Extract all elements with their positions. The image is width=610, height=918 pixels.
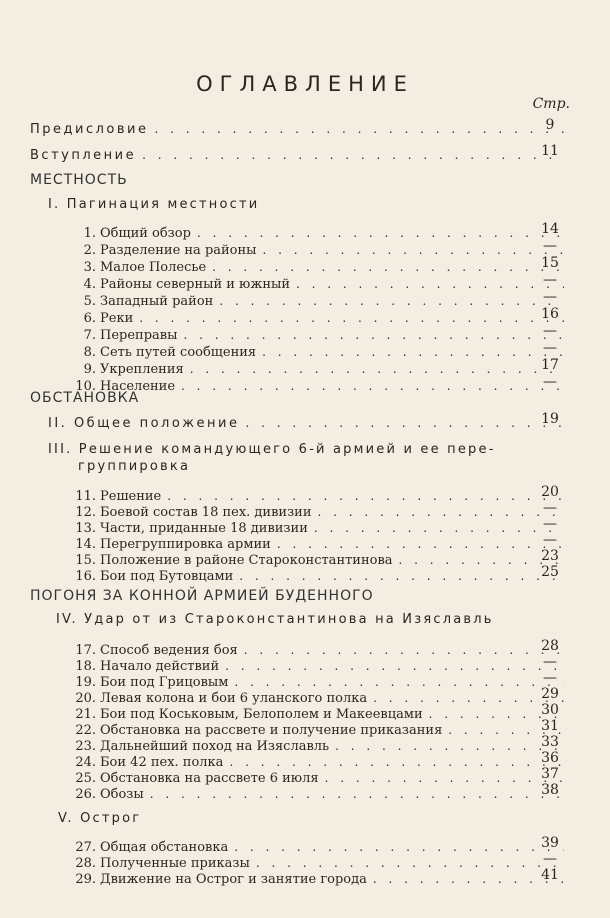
page-title: ОГЛАВЛЕНИЕ — [196, 72, 414, 96]
leader-dots — [190, 360, 564, 378]
leader-dots — [181, 377, 564, 395]
item-page: 28 — [541, 638, 559, 654]
item-page: 39 — [541, 835, 559, 851]
item-label: Бои под Грицовым — [100, 675, 229, 690]
item-number: 22. — [75, 723, 96, 738]
entry-label: Предисловие — [30, 122, 149, 137]
toc-entry-preface[interactable] — [30, 117, 570, 138]
chapter-title-continuation: группировка — [78, 459, 191, 474]
item-label: Общий обзор — [100, 226, 191, 241]
chapter-number: V. — [58, 811, 74, 826]
item-number: 5. — [83, 294, 96, 309]
item-label: Решение — [100, 489, 162, 504]
item-label: Боевой состав 18 пех. дивизии — [100, 505, 312, 520]
item-label: Общая обстановка — [100, 840, 229, 855]
item-number: 9. — [83, 362, 96, 377]
item-page: 38 — [541, 782, 559, 798]
item-number: 19. — [75, 675, 96, 690]
item-page: — — [543, 289, 557, 305]
chapter-number: I. — [48, 197, 61, 212]
chapter-heading[interactable] — [56, 612, 494, 627]
item-number: 8. — [83, 345, 96, 360]
section-heading: ПОГОНЯ ЗА КОННОЙ АРМИЕЙ БУДЕННОГО — [30, 588, 374, 604]
item-label: Районы северный и южный — [100, 277, 290, 292]
toc-item[interactable] — [74, 323, 570, 344]
item-page: — — [543, 500, 557, 516]
toc-entry-introduction[interactable] — [30, 143, 570, 164]
chapter-title: Острог — [80, 811, 142, 826]
item-number: 27. — [75, 840, 96, 855]
item-label: Движение на Острог и занятие города — [100, 872, 367, 887]
chapter-heading[interactable] — [48, 442, 496, 457]
item-number: 17. — [75, 643, 96, 658]
item-page: — — [543, 670, 557, 686]
section-heading: ОБСТАНОВКА — [30, 390, 140, 406]
item-number: 7. — [83, 328, 96, 343]
item-label: Западный район — [100, 294, 214, 309]
item-number: 21. — [75, 707, 96, 722]
toc-item[interactable] — [74, 357, 570, 378]
item-number: 28. — [75, 856, 96, 871]
item-page: 25 — [541, 564, 559, 580]
leader-dots — [150, 785, 564, 803]
toc-item[interactable] — [74, 238, 570, 259]
item-label: Способ ведения боя — [100, 643, 238, 658]
item-page: 20 — [541, 484, 559, 500]
leader-dots — [262, 343, 564, 361]
item-page: — — [543, 654, 557, 670]
item-page: — — [543, 374, 557, 390]
item-number: 10. — [75, 379, 96, 394]
item-label: Положение в районе Староконстантинова — [100, 553, 393, 568]
section-heading: МЕСТНОСТЬ — [30, 172, 128, 188]
leader-dots — [239, 567, 564, 585]
toc-item[interactable] — [74, 306, 570, 327]
chapter-heading[interactable] — [58, 811, 141, 826]
item-number: 20. — [75, 691, 96, 706]
item-page: 17 — [541, 357, 559, 373]
item-label: Бои под Коськовым, Белополем и Макеевцами — [100, 707, 423, 722]
item-page: — — [543, 532, 557, 548]
item-number: 13. — [75, 521, 96, 536]
leader-dots — [245, 414, 564, 432]
chapter-page: 19 — [541, 411, 559, 427]
toc-item[interactable] — [74, 564, 570, 585]
item-page: — — [543, 340, 557, 356]
item-page: 15 — [541, 255, 559, 271]
item-label: Бои под Бутовцами — [100, 569, 234, 584]
item-page: — — [543, 516, 557, 532]
item-number: 23. — [75, 739, 96, 754]
entry-page: 11 — [541, 143, 559, 159]
leader-dots — [212, 258, 564, 276]
item-label: Укрепления — [100, 362, 184, 377]
toc-item[interactable] — [74, 289, 570, 310]
item-label: Части, приданные 18 дивизии — [100, 521, 308, 536]
item-page: 31 — [541, 718, 559, 734]
item-number: 24. — [75, 755, 96, 770]
leader-dots — [296, 275, 564, 293]
item-label: Начало действий — [100, 659, 220, 674]
item-number: 26. — [75, 787, 96, 802]
item-page: — — [543, 323, 557, 339]
leader-dots — [219, 292, 564, 310]
item-page: 29 — [541, 686, 559, 702]
leader-dots — [142, 146, 564, 164]
item-page: 36 — [541, 750, 559, 766]
item-number: 11. — [75, 489, 96, 504]
item-label: Обстановка на рассвете и получение приказания — [100, 723, 443, 738]
item-number: 25. — [75, 771, 96, 786]
item-label: Дальнейший поход на Изяславль — [100, 739, 330, 754]
item-label: Бои 42 пех. полка — [100, 755, 224, 770]
item-label: Население — [100, 379, 176, 394]
toc-item[interactable] — [74, 374, 570, 395]
item-number: 29. — [75, 872, 96, 887]
item-label: Перегруппировка армии — [100, 537, 271, 552]
page-column-heading: Стр. — [532, 96, 570, 112]
chapter-number: III. — [48, 442, 73, 457]
item-page: 41 — [541, 867, 559, 883]
chapter-title: Решение командующего 6-й армией и ее пере- — [78, 442, 496, 457]
entry-page: 9 — [545, 117, 555, 133]
item-label: Обстановка на рассвете 6 июля — [100, 771, 319, 786]
item-number: 16. — [75, 569, 96, 584]
item-label: Малое Полесье — [100, 260, 207, 275]
item-page: 23 — [541, 548, 559, 564]
item-number: 6. — [83, 311, 96, 326]
item-page: 33 — [541, 734, 559, 750]
chapter-heading[interactable] — [48, 197, 259, 212]
chapter-number: IV. — [56, 612, 78, 627]
item-number: 1. — [83, 226, 96, 241]
leader-dots — [154, 120, 564, 138]
toc-item[interactable] — [74, 340, 570, 361]
chapter-number: II. — [48, 416, 68, 431]
chapter-title: Пагинация местности — [66, 197, 260, 212]
item-number: 12. — [75, 505, 96, 520]
item-number: 14. — [75, 537, 96, 552]
item-page: — — [543, 272, 557, 288]
item-page: 30 — [541, 702, 559, 718]
item-page: 37 — [541, 766, 559, 782]
item-label: Разделение на районы — [100, 243, 257, 258]
leader-dots — [263, 241, 564, 259]
entry-label: Вступление — [30, 148, 137, 163]
leader-dots — [183, 326, 564, 344]
item-page: 14 — [541, 221, 559, 237]
chapter-heading[interactable] — [48, 411, 570, 432]
item-number: 15. — [75, 553, 96, 568]
toc-item[interactable] — [74, 272, 570, 293]
toc-item[interactable] — [74, 867, 570, 888]
item-number: 3. — [83, 260, 96, 275]
toc-item[interactable] — [74, 221, 570, 242]
toc-item[interactable] — [74, 255, 570, 276]
item-number: 18. — [75, 659, 96, 674]
toc-item[interactable] — [74, 782, 570, 803]
item-label: Переправы — [100, 328, 178, 343]
leader-dots — [139, 309, 564, 327]
leader-dots — [197, 224, 564, 242]
item-label: Полученные приказы — [100, 856, 250, 871]
item-label: Левая колона и бои 6 уланского полка — [100, 691, 368, 706]
item-label: Сеть путей сообщения — [100, 345, 257, 360]
item-label: Реки — [100, 311, 134, 326]
item-number: 4. — [83, 277, 96, 292]
item-page: — — [543, 851, 557, 867]
item-page: — — [543, 238, 557, 254]
item-number: 2. — [83, 243, 96, 258]
chapter-title: Общее положение — [73, 416, 240, 431]
item-label: Обозы — [100, 787, 144, 802]
chapter-title: Удар от из Староконстантинова на Изяславль — [84, 612, 494, 627]
item-page: 16 — [541, 306, 559, 322]
